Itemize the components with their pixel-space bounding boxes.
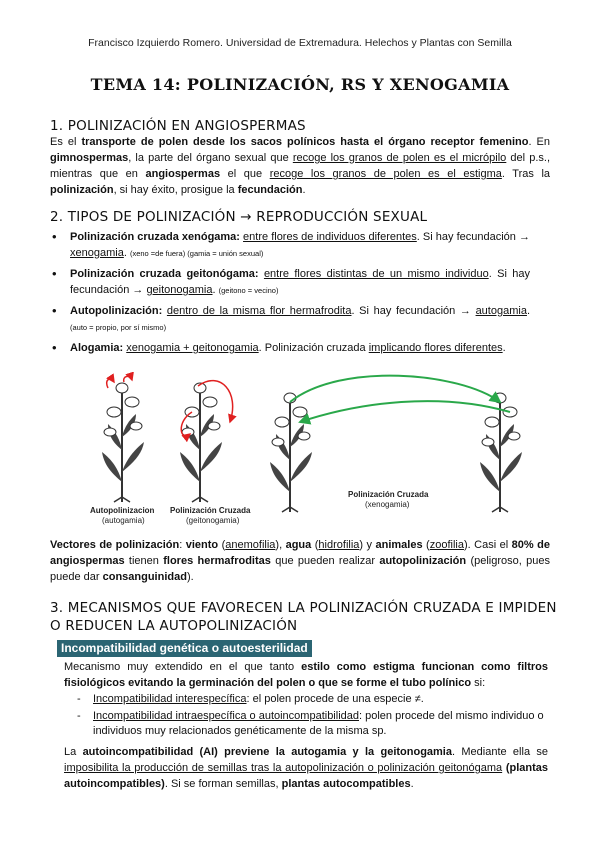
section-1-paragraph: Es el transporte de polen desde los sacos polínicos hasta el órgano receptor femenino. En gimnospermas, la parte del órgano sexual que recoge los granos de polen es el micrópilo del p.s., mientras que en angiospermas el que recoge los granos de polen es el estigma. Tras la polinización, si hay éxito, prosigue la fecundación.: [50, 136, 551, 196]
incompatibility-types-list: [77, 692, 547, 741]
plant-geitonogamy-illustration: [180, 381, 233, 502]
pollination-vectors-paragraph: Vectores de polinización: viento (anemofilia), agua (hidrofilia) y animales (zoofilia). Casi el 80% de angiospermas tienen flores hermafroditas que pueden realizar autopolinización (peligroso, pues puede dar consanguinidad).: [50, 539, 550, 583]
list-item-alogamia: • Alogamia: xenogamia + geitonogamia. Polinización cruzada implicando flores diferentes.: [60, 340, 530, 356]
caption-geitonogamia-title: Polinización Cruzada: [170, 506, 251, 515]
highlight-box-incompatibility: Incompatibilidad genética o autoesterilidad: [57, 640, 312, 657]
section-2-heading: 2. TIPOS DE POLINIZACIÓN → REPRODUCCIÓN SEXUAL: [50, 209, 428, 225]
caption-autogamia: (autogamia): [102, 516, 145, 525]
caption-autopolinizacion: Autopolinizacion: [90, 506, 155, 515]
plant-xenogamy-right-illustration: [480, 393, 522, 512]
caption-xenogamia: (xenogamia): [365, 500, 410, 509]
section-3-heading-line2: O REDUCEN LA AUTOPOLINIZACIÓN: [50, 618, 298, 634]
list-item-autopolinizacion: • Autopolinización: dentro de la misma flor hermafrodita. Si hay fecundación → autogamia. (auto = propio, por sí mismo): [60, 303, 530, 336]
running-header: Francisco Izquierdo Romero. Universidad de Extremadura. Helechos y Plantas con Semilla: [88, 37, 512, 49]
plant-xenogamy-left-illustration: [270, 393, 312, 512]
cross-pollination-arrow-2: [300, 401, 510, 422]
list-item-interespecifica: - Incompatibilidad interespecífica: el polen procede de una especie ≠.: [77, 692, 547, 707]
section-1-heading: 1. POLINIZACIÓN EN ANGIOSPERMAS: [50, 118, 306, 134]
autoincompatibility-paragraph: La autoincompatibilidad (AI) previene la autogamia y la geitonogamia. Mediante ella se imposibilita la producción de semillas tras la autopolinización o polinización geitonógama (plantas autoincompatibles). Si se forman semillas, plantas autocompatibles.: [64, 746, 548, 790]
caption-xenogamia-title: Polinización Cruzada: [348, 490, 429, 499]
pollination-types-list: [60, 229, 530, 360]
list-item-xenogama: • Polinización cruzada xenógama: entre flores de individuos diferentes. Si hay fecundación → xenogamia. (xeno =de fuera) (gamia = unión sexual): [60, 229, 530, 262]
pollination-diagram: [80, 372, 550, 532]
cross-pollination-arrow-1: [290, 376, 500, 402]
page-title: TEMA 14: POLINIZACIÓN, RS Y XENOGAMIA: [90, 75, 510, 94]
list-item-geitonogama: • Polinización cruzada geitonógama: entre flores distintas de un mismo individuo. Si hay fecundación → geitonogamia. (geitono = vecino): [60, 266, 530, 299]
section-3-heading-line1: 3. MECANISMOS QUE FAVORECEN LA POLINIZACIÓN CRUZADA E IMPIDEN: [50, 600, 557, 616]
caption-geitonogamia: (geitonogamia): [186, 516, 240, 525]
incompatibility-paragraph: Mecanismo muy extendido en el que tanto estilo como estigma funcionan como filtros fisiológicos evitando la germinación del polen o que se forme el tubo polínico si:: [64, 661, 548, 689]
list-item-intraespecifica: - Incompatibilidad intraespecífica o autoincompatibilidad: polen procede del mismo individuo o individuos muy relacionados genéticamente de la misma sp.: [77, 709, 547, 739]
plant-autopollination-illustration: [102, 376, 144, 502]
